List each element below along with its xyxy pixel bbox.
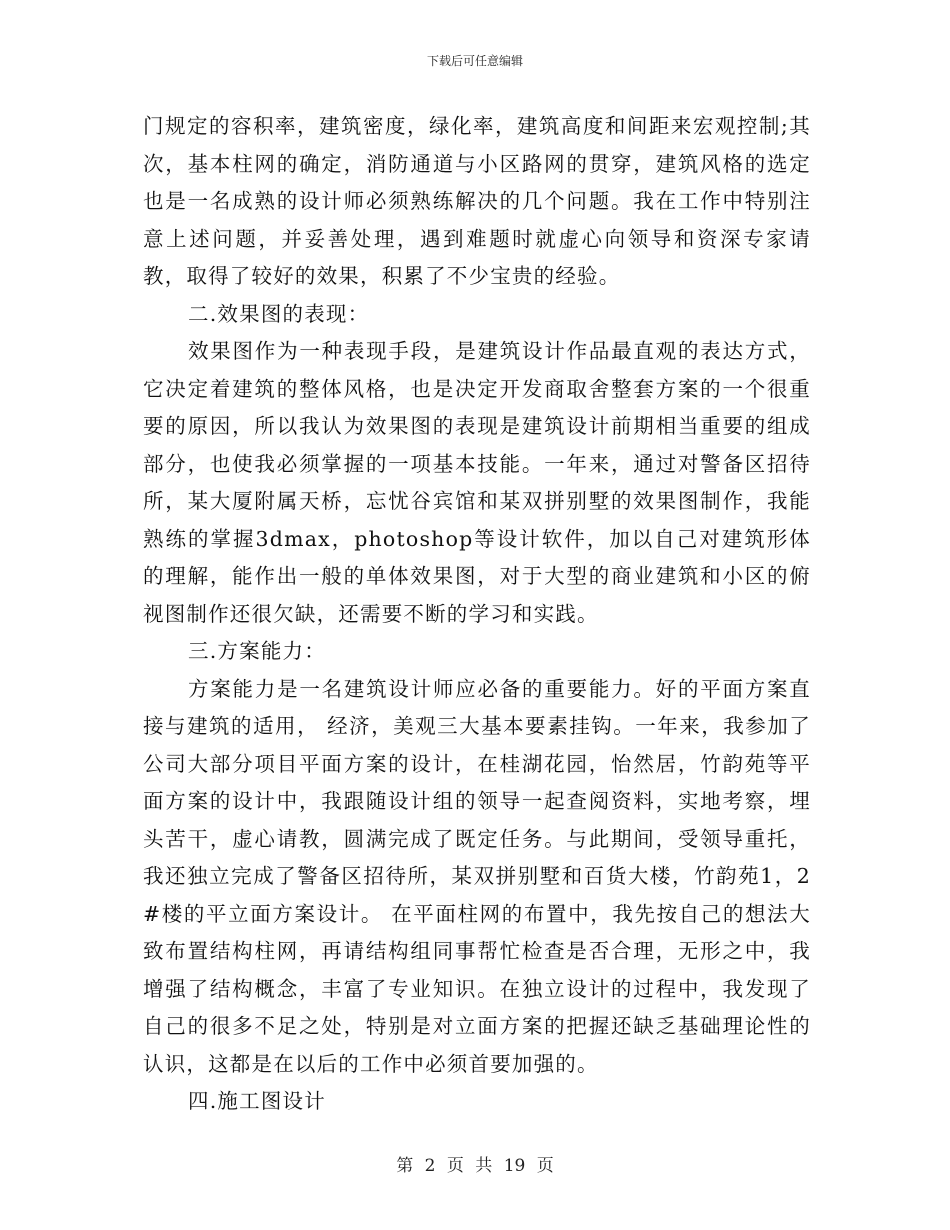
section-heading-rendering: 二.效果图的表现： <box>188 301 370 326</box>
document-body <box>143 108 811 1121</box>
paragraph-rendering: 效果图作为一种表现手段，是建筑设计作品最直观的表达方式，它决定着建筑的整体风格，也是决定开发商取舍整套方案的一个很重要的原因，所以我认为效果图的表现是建筑设计前期相当重要的组成部分，也使我必须掌握的一项基本技能。一年来，通过对警备区招待所，某大厦附属天桥，忘忧谷宾馆和某双拼别墅的效果图制作，我能熟练的掌握3dmax，photoshop等设计软件，加以自己对建筑形体的理解，能作出一般的单体效果图，对于大型的商业建筑和小区的俯视图制作还很欠缺，还需要不断的学习和实践。 <box>143 339 811 626</box>
paragraph-scheme: 方案能力是一名建筑设计师应必备的重要能力。好的平面方案直接与建筑的适用， 经济，美观三大基本要素挂钩。一年来，我参加了公司大部分项目平面方案的设计，在桂湖花园，怡然居，竹韵苑等平面方案的设计中，我跟随设计组的领导一起查阅资料，实地考察，埋头苦干，虚心请教，圆满完成了既定任务。与此期间，受领导重托，我还独立完成了警备区招待所，某双拼别墅和百货大楼，竹韵苑1，2#楼的平立面方案设计。 在平面柱网的布置中，我先按自己的想法大致布置结构柱网，再请结构组同事帮忙检查是否合理，无形之中，我增强了结构概念，丰富了专业知识。在独立设计的过程中，我发现了自己的很多不足之处，特别是对立面方案的把握还缺乏基础理论性的认识，这都是在以后的工作中必须首要加强的。 <box>143 676 811 1076</box>
page-number-footer: 第 2 页 共 19 页 <box>396 1156 554 1176</box>
page-header: 下载后可任意编辑 <box>426 54 523 68</box>
section-heading-construction: 四.施工图设计 <box>188 1089 326 1113</box>
section-heading-scheme: 三.方案能力： <box>188 639 326 663</box>
paragraph-continuation: 门规定的容积率，建筑密度，绿化率，建筑高度和间距来宏观控制;其次，基本柱网的确定，消防通道与小区路网的贯穿，建筑风格的选定也是一名成熟的设计师必须熟练解决的几个问题。我在工作中特别注意上述问题，并妥善处理，遇到难题时就虚心向领导和资深专家请教，取得了较好的效果，积累了不少宝贵的经验。 <box>143 114 811 288</box>
